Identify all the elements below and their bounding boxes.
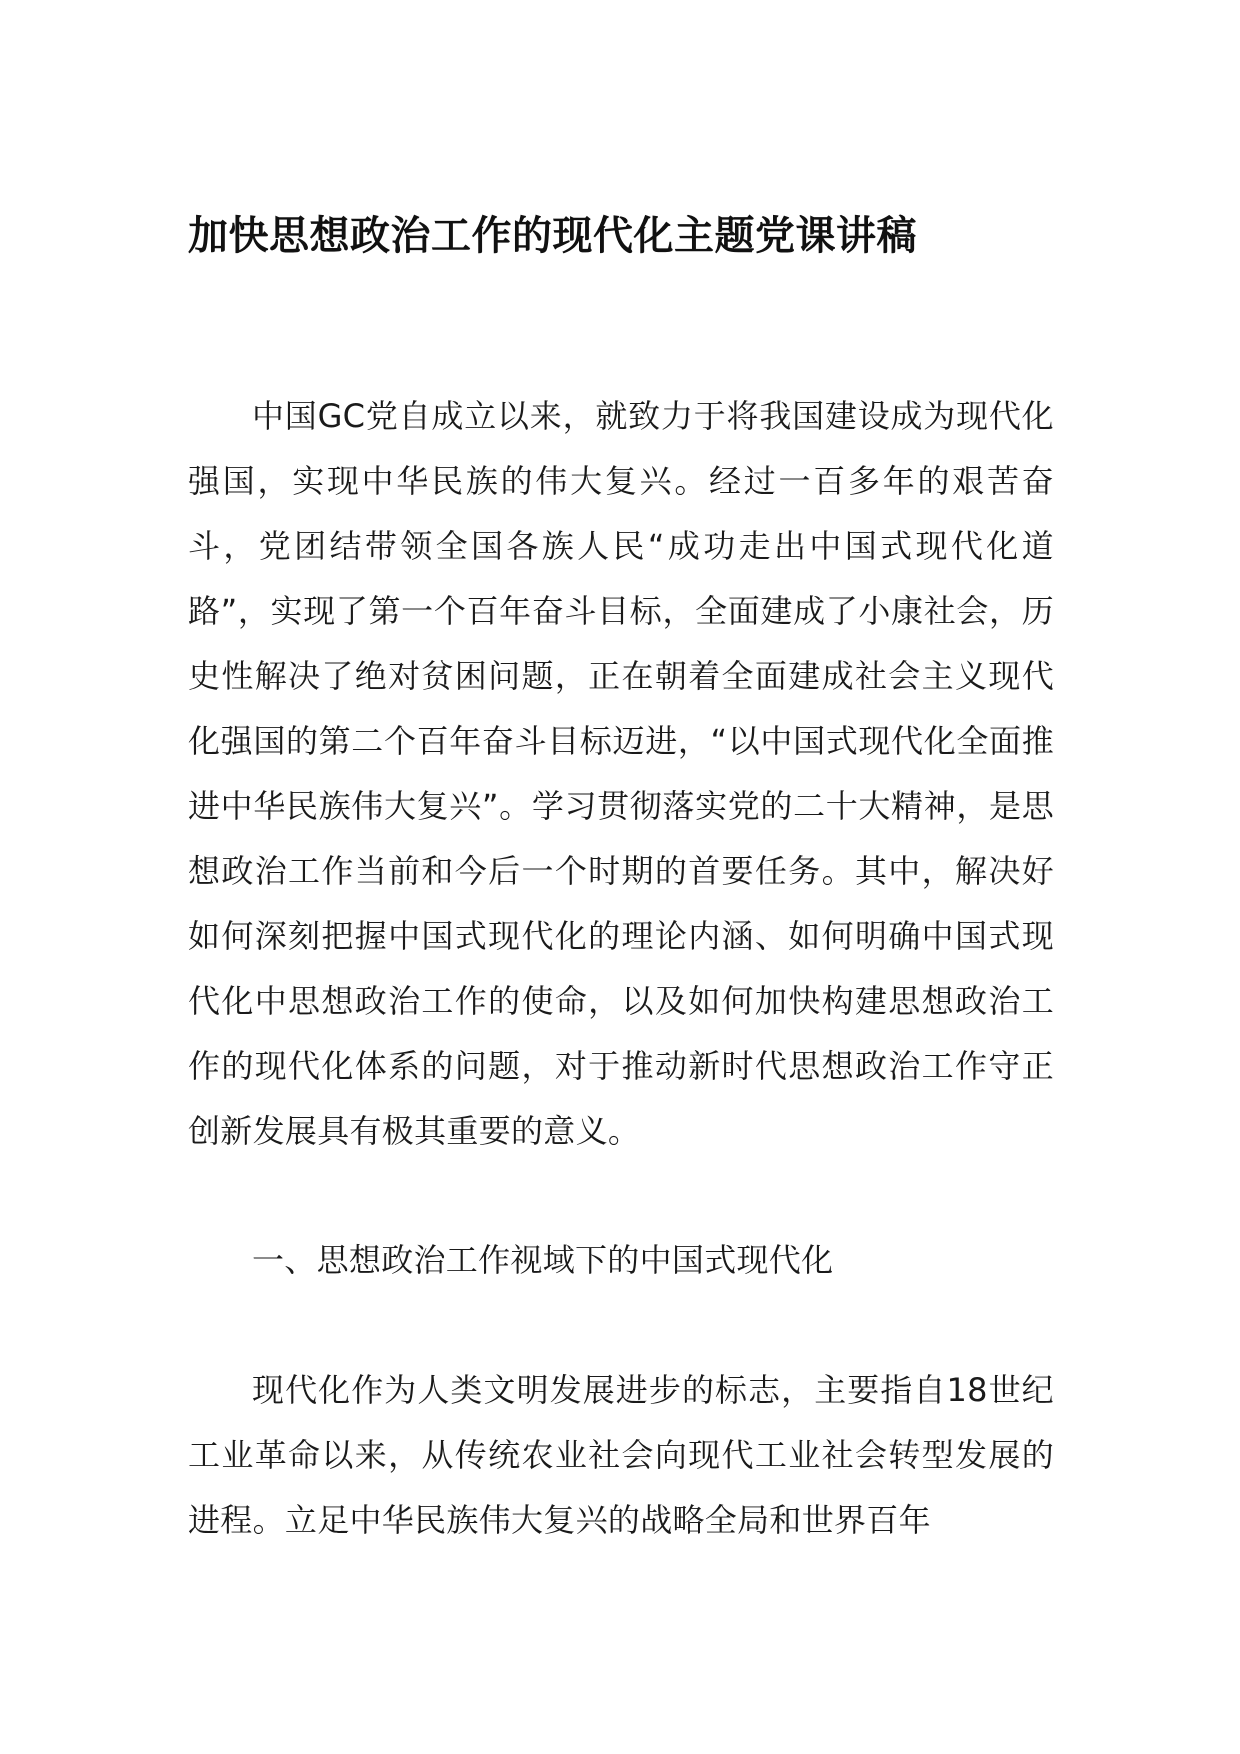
section-heading-1: 一、思想政治工作视域下的中国式现代化 bbox=[252, 1241, 834, 1279]
section-1-paragraph: 现代化作为人类文明发展进步的标志，主要指自18世纪工业革命以来，从传统农业社会向现代工业社会转型发展的进程。立足中华民族伟大复兴的战略全局和世界百年 bbox=[188, 1371, 1054, 1539]
document-body bbox=[188, 384, 1054, 1553]
document-title: 加快思想政治工作的现代化主题党课讲稿 bbox=[188, 213, 917, 259]
intro-paragraph: 中国GC党自成立以来，就致力于将我国建设成为现代化强国，实现中华民族的伟大复兴。经过一百多年的艰苦奋斗，党团结带领全国各族人民“成功走出中国式现代化道路”，实现了第一个百年奋斗目标，全面建成了小康社会，历史性解决了绝对贫困问题，正在朝着全面建成社会主义现代化强国的第二个百年奋斗目标迈进，“以中国式现代化全面推进中华民族伟大复兴”。学习贯彻落实党的二十大精神，是思想政治工作当前和今后一个时期的首要任务。其中，解决好如何深刻把握中国式现代化的理论内涵、如何明确中国式现代化中思想政治工作的使命，以及如何加快构建思想政治工作的现代化体系的问题，对于推动新时代思想政治工作守正创新发展具有极其重要的意义。 bbox=[188, 397, 1054, 1150]
paragraph-spacer bbox=[188, 1293, 1054, 1358]
paragraph-spacer bbox=[188, 1164, 1054, 1228]
